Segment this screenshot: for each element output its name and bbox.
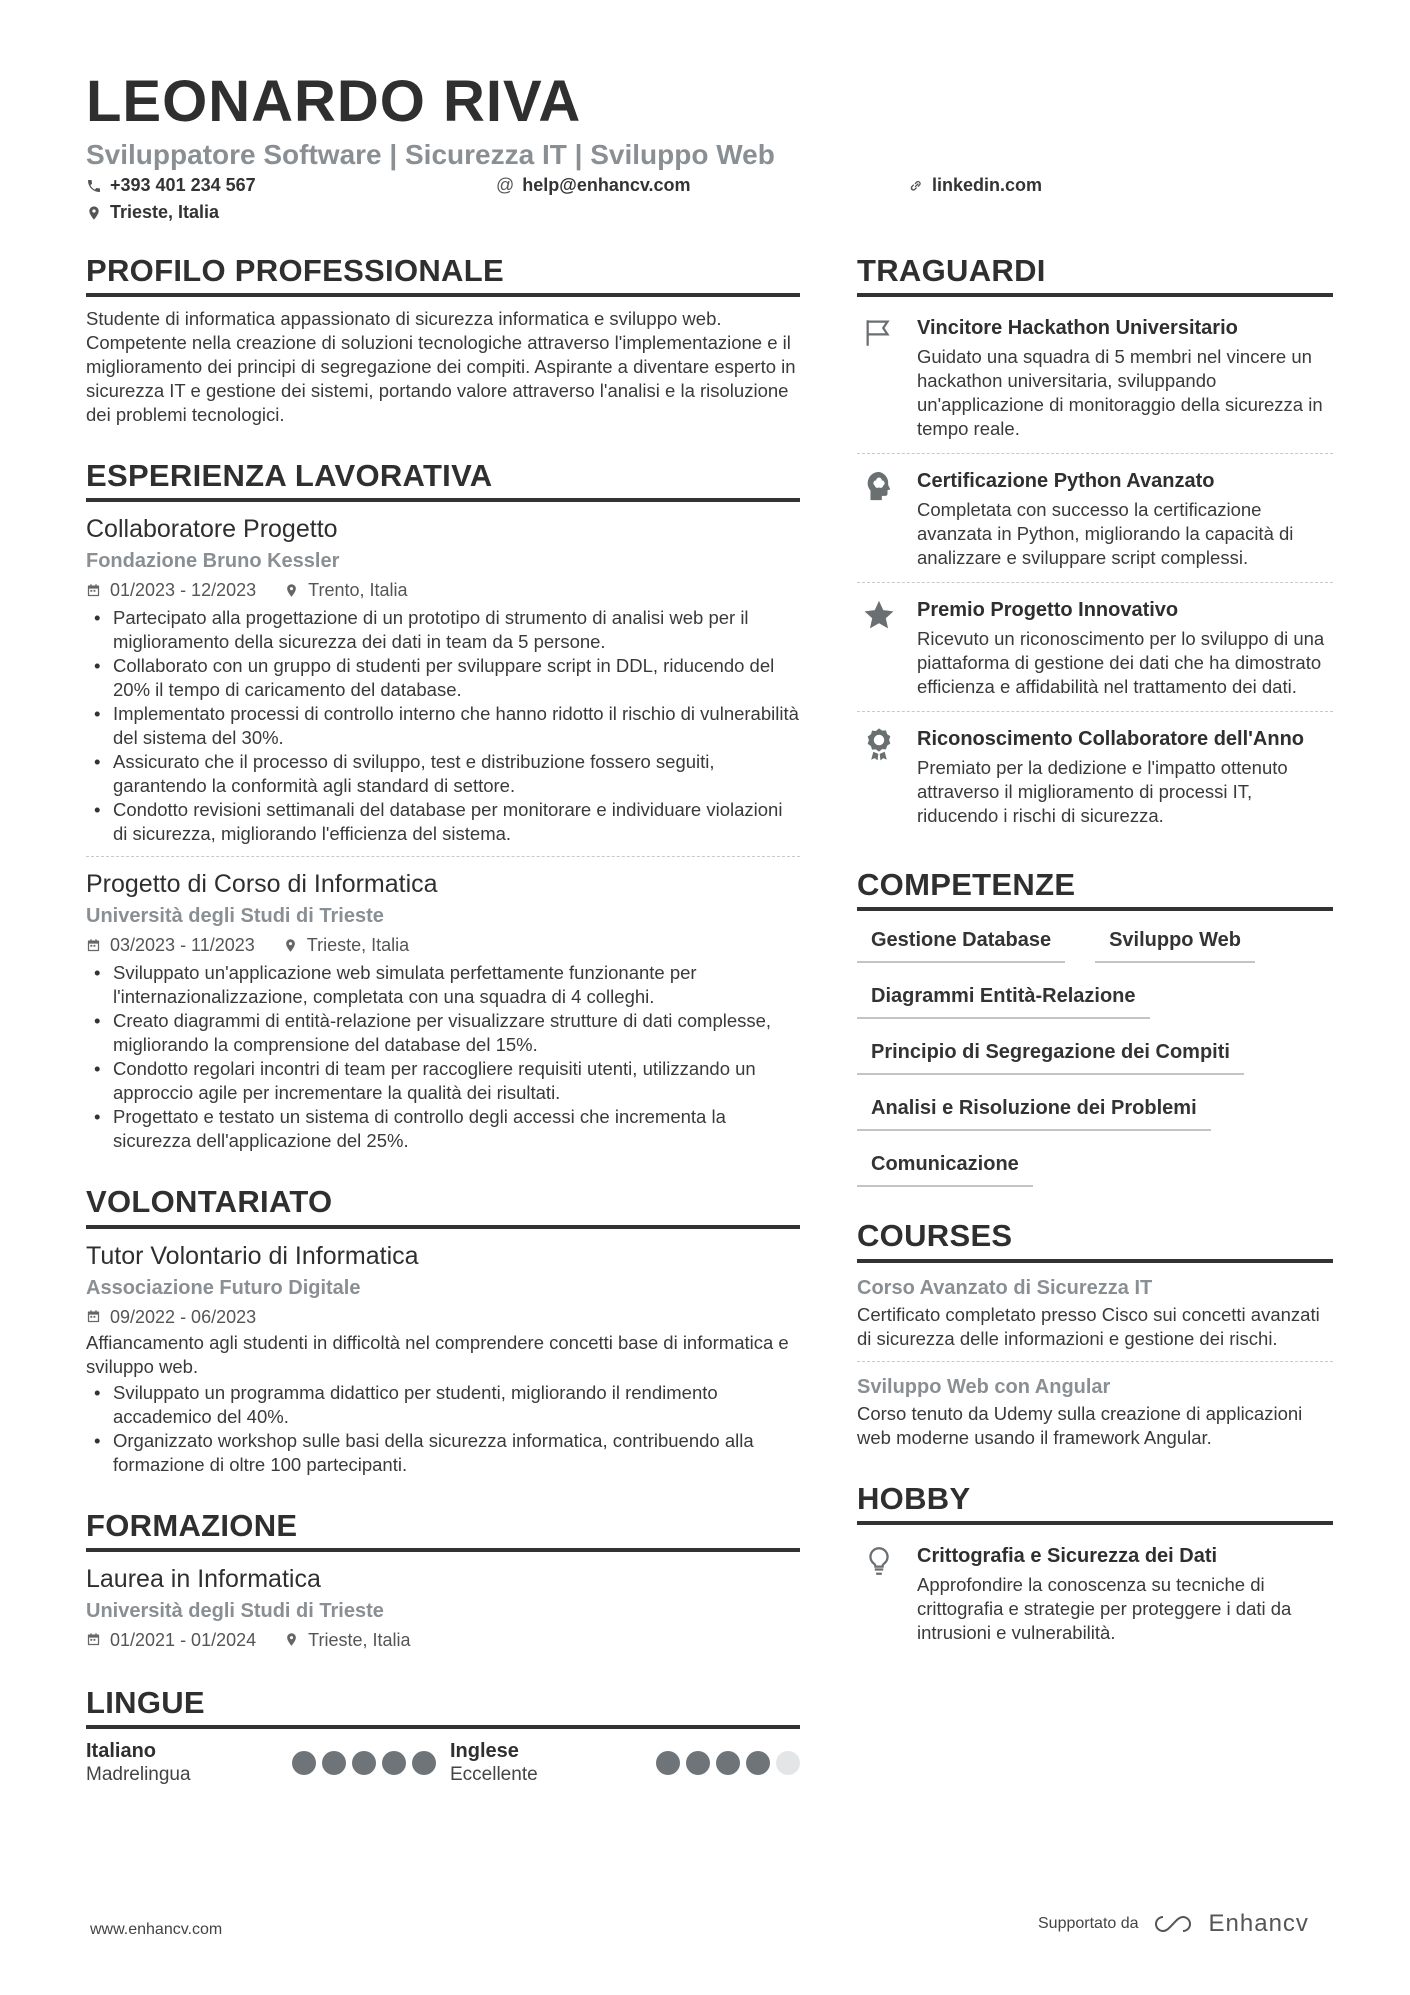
achievement-text: Premiato per la dedizione e l'impatto ottenuto attraverso il miglioramento di processi IT, riducendo i rischi di sicurezza. — [917, 757, 1288, 827]
contact-email[interactable] — [496, 175, 691, 196]
footer-branding — [1038, 1910, 1309, 1938]
footer-website[interactable]: www.enhancv.com — [90, 1921, 223, 1938]
languages-list — [86, 1739, 800, 1787]
course-title: Corso Avanzato di Sicurezza IT — [857, 1276, 1153, 1299]
volunteer-heading: VOLONTARIATO — [86, 1183, 800, 1228]
course-title: Sviluppo Web con Angular — [857, 1375, 1111, 1398]
volunteer-organization: Associazione Futuro Digitale — [86, 1276, 361, 1299]
job-location: Trieste, Italia — [306, 935, 410, 956]
achievement-text: Guidato una squadra di 5 membri nel vincere un hackathon universitaria, sviluppando un'applicazione di monitoraggio della sicurezza in tempo reale. — [917, 346, 1323, 440]
divider — [857, 453, 1333, 454]
skill-tag: Comunicazione — [857, 1151, 1033, 1187]
website-text[interactable]: linkedin.com — [932, 175, 1043, 196]
contact-phone — [86, 175, 256, 196]
location-text: Trieste, Italia — [110, 202, 220, 223]
list-item: • Sviluppato un programma didattico per studenti, migliorando il rendimento accademico del 40%. — [86, 1381, 800, 1429]
course-item — [857, 1273, 1333, 1351]
location-pin-icon — [283, 938, 298, 953]
list-item: • Organizzato workshop sulle basi della sicurezza informatica, contribuendo alla formazione di oltre 100 partecipanti. — [86, 1429, 800, 1477]
list-item: • Condotto revisioni settimanali del database per monitorare e individuare violazioni di sicurezza, migliorando l'efficienza del sistema. — [86, 798, 800, 846]
hobby-item — [857, 1535, 1333, 1653]
profile-text: Studente di informatica appassionato di sicurezza informatica e sviluppo web. Competente nella creazione di soluzioni tecnologiche attraverso l'implementazione e il miglioramento dei principi di segregazione dei compiti. Aspirante a diventare esperto in sicurezza IT e gestione dei sistemi, portando valore attraverso l'analisi e la risoluzione dei problemi tecnologici. — [86, 308, 796, 426]
achievement-item — [857, 307, 1333, 449]
list-item: • Partecipato alla progettazione di un prototipo di strumento di analisi web per il miglioramento della sicurezza dei dati in team da 5 persone. — [86, 606, 800, 654]
education-location: Trieste, Italia — [308, 1629, 411, 1650]
language-level: Eccellente — [450, 1763, 538, 1785]
degree-title: Laurea in Informatica — [86, 1564, 321, 1593]
volunteer-description: Affiancamento agli studenti in difficoltà nel comprendere concetti base di informatica e sviluppo web. — [86, 1331, 789, 1377]
job-location: Trento, Italia — [308, 580, 408, 601]
achievement-item — [857, 460, 1333, 578]
course-text: Corso tenuto da Udemy sulla creazione di applicazioni web moderne usando il framework Angular. — [857, 1402, 1303, 1448]
achievement-text: Ricevuto un riconoscimento per lo sviluppo di una piattaforma di gestione dei dati che ha dimostrato efficienza e affidabilità nel trattamento dei dati. — [917, 628, 1325, 698]
flag-icon — [862, 316, 896, 350]
list-item: • Collaborato con un gruppo di studenti per sviluppare script in DDL, riducendo del 20% il tempo di caricamento del database. — [86, 654, 800, 702]
calendar-icon — [86, 938, 101, 953]
achievement-item — [857, 589, 1333, 707]
course-item — [857, 1372, 1333, 1450]
volunteer-bullets — [86, 1381, 800, 1477]
experience-entry — [86, 512, 800, 846]
proficiency-dot-filled — [716, 1751, 740, 1775]
company-name: Università degli Studi di Trieste — [86, 905, 384, 928]
at-icon: @ — [496, 175, 515, 196]
language-item — [86, 1739, 436, 1787]
skills-list — [857, 927, 1333, 1187]
experience-section — [86, 457, 800, 1153]
right-column — [857, 252, 1333, 1683]
skill-tag: Analisi e Risoluzione dei Problemi — [857, 1095, 1211, 1131]
calendar-icon — [86, 583, 101, 598]
divider — [857, 711, 1333, 712]
link-icon — [908, 178, 924, 194]
hobby-section — [857, 1480, 1333, 1653]
skills-section — [857, 866, 1333, 1187]
star-icon — [862, 598, 896, 632]
achievements-heading: TRAGUARDI — [857, 252, 1333, 297]
contact-location — [86, 202, 219, 223]
phone-text: +393 401 234 567 — [110, 175, 256, 196]
powered-by-text: Supportato da — [1038, 1915, 1139, 1932]
achievement-text: Completata con successo la certificazione avanzata in Python, migliorando la capacità di analizzare e sviluppare script complessi. — [917, 499, 1294, 569]
education-dates: 01/2021 - 01/2024 — [110, 1629, 257, 1650]
contact-info — [86, 175, 1326, 225]
languages-heading: LINGUE — [86, 1684, 800, 1729]
profile-section — [86, 252, 800, 427]
courses-section — [857, 1217, 1333, 1449]
job-meta — [86, 576, 800, 604]
list-item: • Assicurato che il processo di sviluppo, test e distribuzione fossero seguiti, garantendo la conformità agli standard di settore. — [86, 750, 800, 798]
hobby-name: Crittografia e Sicurezza dei Dati — [917, 1544, 1218, 1567]
hobby-text: Approfondire la conoscenza su tecniche di crittografia e strategie per proteggere i dati da intrusioni e vulnerabilità. — [917, 1573, 1292, 1643]
proficiency-dot-filled — [352, 1751, 376, 1775]
calendar-icon — [86, 1309, 101, 1324]
achievements-section — [857, 252, 1333, 836]
enhancv-logo-icon — [1151, 1911, 1197, 1937]
calendar-icon — [86, 1632, 101, 1647]
volunteer-role: Tutor Volontario di Informatica — [86, 1241, 419, 1270]
volunteer-meta — [86, 1303, 800, 1331]
proficiency-dot-filled — [686, 1751, 710, 1775]
location-pin-icon — [284, 583, 299, 598]
job-dates: 01/2023 - 12/2023 — [110, 580, 257, 601]
education-heading: FORMAZIONE — [86, 1507, 800, 1552]
proficiency-dots — [656, 1751, 800, 1775]
location-pin-icon — [284, 1632, 299, 1647]
proficiency-dots — [292, 1751, 436, 1775]
proficiency-dot-filled — [292, 1751, 316, 1775]
divider — [857, 582, 1333, 583]
divider — [857, 1361, 1333, 1362]
contact-website[interactable] — [908, 175, 1042, 196]
language-name: Inglese — [450, 1739, 519, 1762]
achievement-title: Riconoscimento Collaboratore dell'Anno — [917, 728, 1305, 751]
brand-name: Enhancv — [1208, 1910, 1309, 1937]
list-item: • Sviluppato un'applicazione web simulata perfettamente funzionante per l'internazionalizzazione, completata con una squadra di 4 colleghi. — [86, 961, 800, 1009]
skills-heading: COMPETENZE — [857, 866, 1333, 911]
experience-entry — [86, 867, 800, 1153]
volunteer-dates: 09/2022 - 06/2023 — [110, 1306, 257, 1327]
profile-heading: PROFILO PROFESSIONALE — [86, 252, 800, 297]
proficiency-dot-filled — [382, 1751, 406, 1775]
list-item: • Implementato processi di controllo interno che hanno ridotto il rischio di vulnerabilità del sistema del 30%. — [86, 702, 800, 750]
email-text[interactable]: help@enhancv.com — [522, 175, 691, 196]
job-dates: 03/2023 - 11/2023 — [110, 935, 255, 956]
proficiency-dot-empty — [776, 1751, 800, 1775]
language-level: Madrelingua — [86, 1763, 191, 1785]
brain-head-icon — [862, 469, 896, 503]
skill-tag: Diagrammi Entità-Relazione — [857, 983, 1150, 1019]
divider — [86, 856, 800, 857]
candidate-name: LEONARDO RIVA — [86, 69, 582, 134]
skill-tag: Gestione Database — [857, 927, 1065, 963]
hobby-heading: HOBBY — [857, 1480, 1333, 1525]
company-name: Fondazione Bruno Kessler — [86, 550, 340, 573]
skill-tag: Sviluppo Web — [1095, 927, 1255, 963]
skill-tag: Principio di Segregazione dei Compiti — [857, 1039, 1244, 1075]
school-name: Università degli Studi di Trieste — [86, 1599, 384, 1622]
language-name: Italiano — [86, 1739, 157, 1762]
courses-heading: COURSES — [857, 1217, 1333, 1262]
course-text: Certificato completato presso Cisco sui concetti avanzati di sicurezza delle informazioni e gestione dei rischi. — [857, 1303, 1320, 1349]
lightbulb-icon — [862, 1544, 896, 1578]
achievement-title: Premio Progetto Innovativo — [917, 599, 1179, 622]
list-item: • Condotto regolari incontri di team per raccogliere requisiti utenti, utilizzando un approccio agile per incrementare la qualità dei risultati. — [86, 1057, 800, 1105]
job-bullets — [86, 606, 800, 846]
location-pin-icon — [86, 205, 102, 221]
language-item — [450, 1739, 800, 1787]
education-meta — [86, 1626, 800, 1654]
candidate-subtitle: Sviluppatore Software | Sicurezza IT | Sviluppo Web — [86, 138, 775, 170]
left-column — [86, 252, 800, 1817]
job-meta — [86, 931, 800, 959]
education-section — [86, 1507, 800, 1654]
proficiency-dot-filled — [746, 1751, 770, 1775]
resume-header — [86, 70, 1326, 225]
job-title: Progetto di Corso di Informatica — [86, 870, 438, 899]
list-item: • Creato diagrammi di entità-relazione per visualizzare strutture di dati complesse, migliorando la comprensione del database del 15%. — [86, 1009, 800, 1057]
achievement-title: Vincitore Hackathon Universitario — [917, 317, 1238, 340]
job-title: Collaboratore Progetto — [86, 515, 338, 544]
languages-section — [86, 1684, 800, 1787]
proficiency-dot-filled — [322, 1751, 346, 1775]
achievement-item — [857, 718, 1333, 836]
list-item: • Progettato e testato un sistema di controllo degli accessi che incrementa la sicurezza dell'applicazione del 25%. — [86, 1105, 800, 1153]
proficiency-dot-filled — [656, 1751, 680, 1775]
experience-heading: ESPERIENZA LAVORATIVA — [86, 457, 800, 502]
volunteer-section — [86, 1183, 800, 1476]
proficiency-dot-filled — [412, 1751, 436, 1775]
job-bullets — [86, 961, 800, 1153]
phone-icon — [86, 178, 102, 194]
award-ribbon-icon — [862, 727, 896, 761]
achievement-title: Certificazione Python Avanzato — [917, 470, 1215, 493]
